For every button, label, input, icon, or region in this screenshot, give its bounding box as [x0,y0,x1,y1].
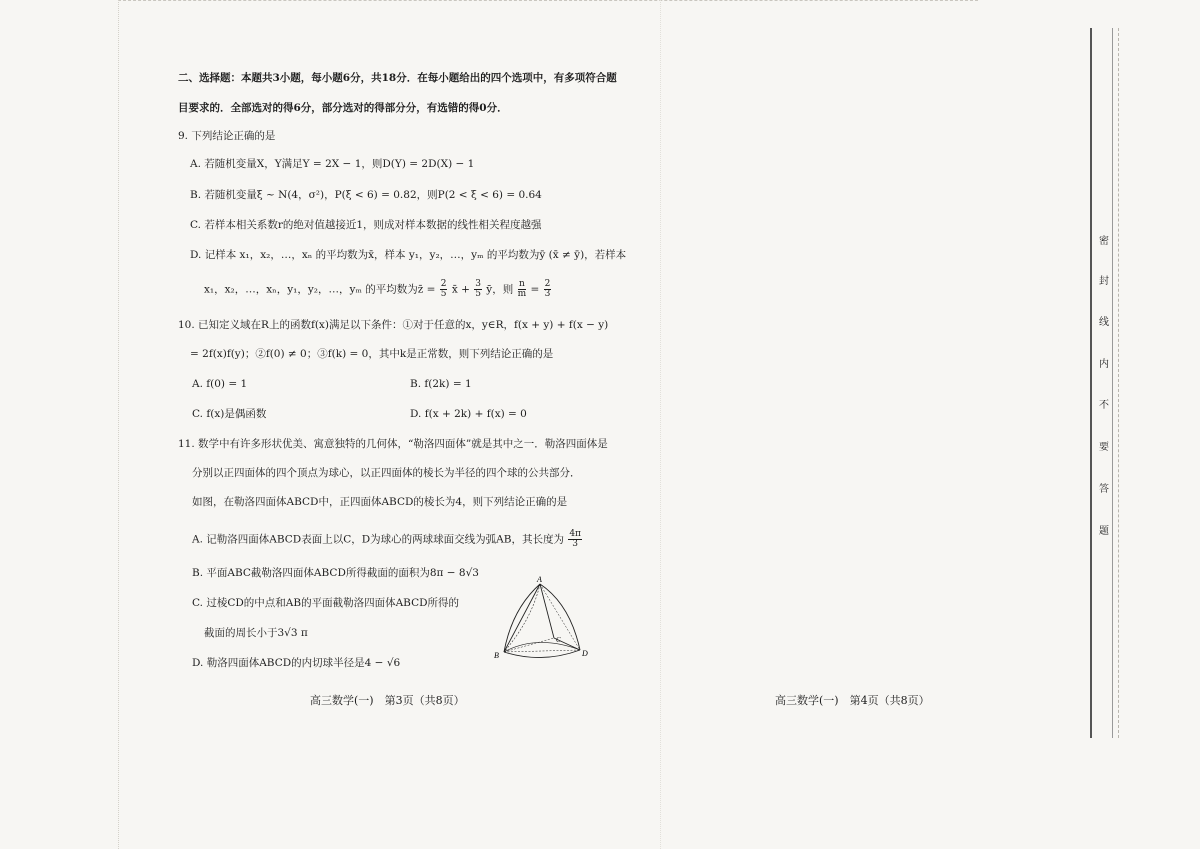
q11-option-d: D. 勒洛四面体ABCD的内切球半径是4 − √6 [192,657,401,669]
q10-option-b: B. f(2k) = 1 [410,378,472,390]
q10-stem-line2: = 2f(x)f(y)；②f(0) ≠ 0；③f(k) = 0，其中k是正常数，则下列结论正确的是 [190,348,554,360]
section-heading-line1: 二、选择题：本题共3小题，每小题6分，共18分．在每小题给出的四个选项中，有多项符合题 [178,72,617,84]
q11-option-c-line2: 截面的周长小于3√3 π [204,627,308,639]
section-heading-line2: 目要求的．全部选对的得6分，部分选对的得部分分，有选错的得0分． [178,102,508,114]
q9-option-d-line1: D. 记样本 x₁，x₂，…，xₙ 的平均数为x̄，样本 y₁，y₂，…，yₘ 的平均数为ȳ (x̄ ≠ ȳ)，若样本 [190,249,627,261]
q11-stem-line2: 分别以正四面体的四个顶点为球心，以正四面体的棱长为半径的四个球的公共部分． [192,467,581,479]
binding-char-3: 线 [1099,317,1109,328]
reuleaux-tetrahedron-figure [492,574,592,664]
binding-char-2: 封 [1099,276,1109,287]
q9-option-c: C. 若样本相关系数r的绝对值越接近1，则成对样本数据的线性相关程度越强 [190,219,542,231]
q9-d-frac-4: $\frac{2}{3}$ [544,279,551,299]
q11-a-text: A. 记勒洛四面体ABCD表面上以C，D为球心的两球球面交线为弧AB，其长度为 [192,533,564,546]
binding-strip [1090,28,1113,738]
fig-label-c: C [556,636,561,644]
fig-label-a: A [537,575,542,584]
q9-option-b: B. 若随机变量ξ ~ N(4，σ²)，P(ξ < 6) = 0.82，则P(2 < ξ < 6) = 0.64 [190,189,542,201]
q9-d-frac-2: $\frac{3}{5}$ [475,279,481,299]
binding-char-1: 密 [1099,236,1109,247]
q10-option-c: C. f(x)是偶函数 [192,408,267,420]
q10-option-d: D. f(x + 2k) + f(x) = 0 [410,408,527,420]
q9-d-frac-1: $\frac{2}{5}$ [440,279,447,299]
frame-left-border [118,0,119,849]
q9-stem: 9. 下列结论正确的是 [178,130,276,142]
footer-page-4: 高三数学(一) 第4页（共8页） [775,694,930,707]
q11-option-c-line1: C. 过棱CD的中点和AB的平面截勒洛四面体ABCD所得的 [192,597,460,609]
q9-option-d-line2 [204,280,552,299]
q11-option-a [192,530,583,549]
frame-top-border [118,0,978,1]
q9-d-eq: = [530,283,540,296]
q9-d-frac-3: $\frac{n}{m}$ [517,279,527,299]
q11-stem-line1: 11. 数学中有许多形状优美、寓意独特的几何体，“勒洛四面体”就是其中之一．勒洛四面体是 [178,438,608,450]
binding-char-8: 题 [1099,526,1109,537]
q10-option-a: A. f(0) = 1 [192,378,248,390]
q11-stem-line3: 如图，在勒洛四面体ABCD中，正四面体ABCD的棱长为4，则下列结论正确的是 [192,496,568,508]
q9-d-mid2: ȳ，则 [486,283,514,296]
fig-label-d: D [582,649,588,658]
binding-char-4: 内 [1099,359,1109,370]
q10-stem-line1: 10. 已知定义域在R上的函数f(x)满足以下条件：①对于任意的x，y∈R，f(x + y) + f(x − y) [178,319,609,331]
binding-char-6: 要 [1099,442,1109,453]
fig-label-b: B [494,651,499,660]
q11-option-b: B. 平面ABC截勒洛四面体ABCD所得截面的面积为8π − 8√3 [192,567,479,579]
binding-char-5: 不 [1099,400,1109,411]
q9-d-mid: x̄ + [451,283,470,296]
footer-page-3: 高三数学(一) 第3页（共8页） [310,694,465,707]
q9-d-pre: x₁，x₂，…，xₙ，y₁，y₂，…，yₘ 的平均数为z̄ = [204,283,436,296]
q9-option-a: A. 若随机变量X，Y满足Y = 2X − 1，则D(Y) = 2D(X) − 1 [190,158,475,170]
binding-edge-line [1118,28,1119,738]
binding-char-7: 答 [1099,484,1109,495]
fold-line [660,0,661,849]
q11-a-frac: $\frac{4\pi}{3}$ [569,529,581,549]
